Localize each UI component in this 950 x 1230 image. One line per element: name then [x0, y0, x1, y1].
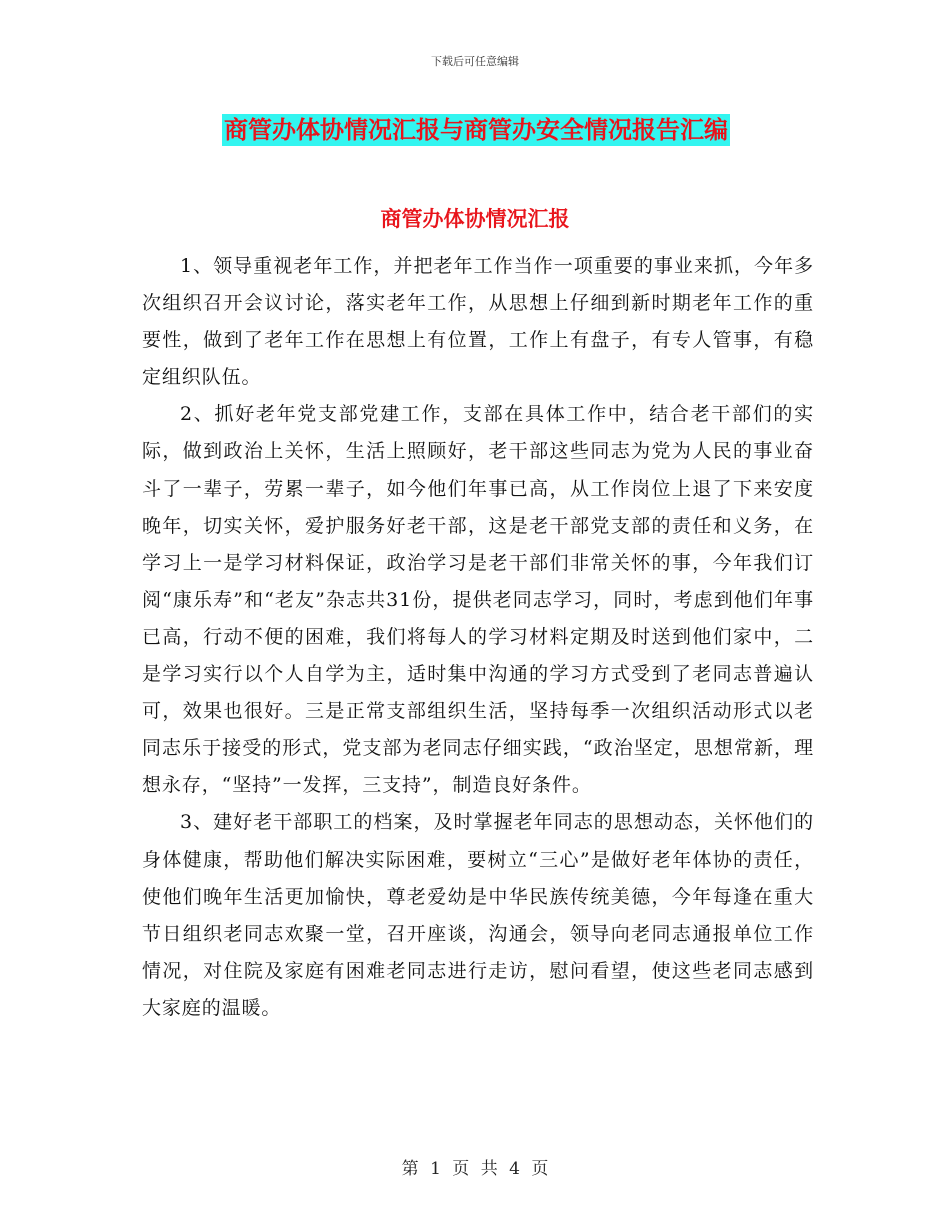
- section-title: 商管办体协情况汇报: [380, 207, 570, 231]
- document-title: 商管办体协情况汇报与商管办安全情况报告汇编: [224, 116, 728, 144]
- header-note: 下载后可任意编辑: [431, 55, 519, 68]
- paragraph-3: 3、建好老干部职工的档案，及时掌握老年同志的思想动态，关怀他们的身体健康，帮助他们解决实际困难，要树立“三心”是做好老年体协的责任，使他们晚年生活更加愉快，尊老爱幼是中华民族传统美德，今年每逢在重大节日组织老同志欢聚一堂，召开座谈，沟通会，领导向老同志通报单位工作情况，对住院及家庭有困难老同志进行走访，慰问看望，使这些老同志感到大家庭的温暖。: [142, 811, 814, 1019]
- body-text: [142, 248, 814, 1027]
- page-footer: 第 1 页 共 4 页: [401, 1159, 549, 1179]
- paragraph-2: 2、抓好老年党支部党建工作，支部在具体工作中，结合老干部们的实际，做到政治上关怀，生活上照顾好，老干部这些同志为党为人民的事业奋斗了一辈子，劳累一辈子，如今他们年事已高，从工作岗位上退了下来安度晚年，切实关怀，爱护服务好老干部，这是老干部党支部的责任和义务，在学习上一是学习材料保证，政治学习是老干部们非常关怀的事，今年我们订阅“康乐寿”和“老友”杂志共31份，提供老同志学习，同时，考虑到他们年事已高，行动不便的困难，我们将每人的学习材料定期及时送到他们家中，二是学习实行以个人自学为主，适时集中沟通的学习方式受到了老同志普遍认可，效果也很好。三是正常支部组织生活，坚持每季一次组织活动形式以老同志乐于接受的形式，党支部为老同志仔细实践，“政治坚定，思想常新，理想永存，“坚持”一发挥，三支持”，制造良好条件。: [142, 403, 814, 797]
- paragraph-1: 1、领导重视老年工作，并把老年工作当作一项重要的事业来抓，今年多次组织召开会议讨论，落实老年工作，从思想上仔细到新时期老年工作的重要性，做到了老年工作在思想上有位置，工作上有盘子，有专人管事，有稳定组织队伍。: [142, 255, 814, 389]
